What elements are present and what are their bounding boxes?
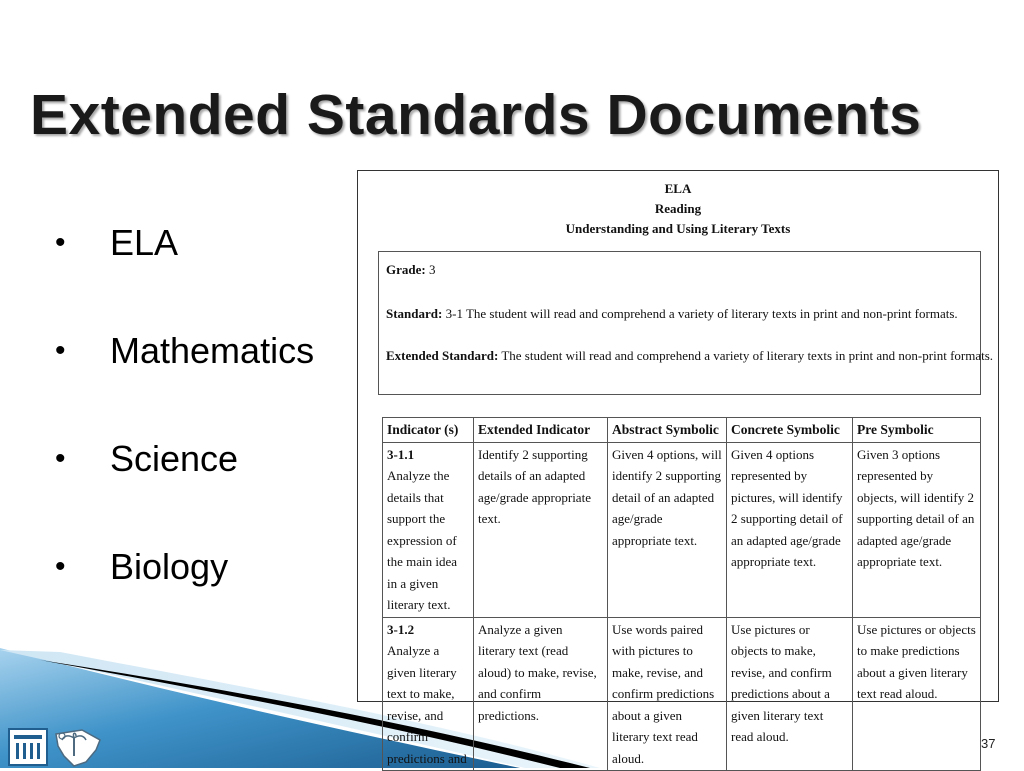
- table-header-row: [383, 418, 981, 443]
- abstract-symbolic-cell: Given 4 options, will identify 2 supporting detail of an adapted age/grade appropriate text.: [608, 442, 727, 617]
- grade-label: Grade:: [386, 262, 426, 277]
- bullet-text: Biology: [110, 546, 229, 587]
- indicator-code: 3-1.1: [387, 446, 415, 462]
- concrete-symbolic-cell: Given 4 options represented by pictures, will identify 2 supporting detail of an adapted age/grade appropriate text.: [727, 442, 853, 617]
- concrete-symbolic-cell: Use pictures or objects to make, revise, and confirm predictions about a given literary text read aloud.: [727, 617, 853, 771]
- column-header: Extended Indicator: [474, 418, 608, 443]
- column-header: Concrete Symbolic: [727, 418, 853, 443]
- indicator-text: Analyze the details that support the expression of the main idea in a given literary text.: [387, 468, 458, 612]
- grade-value: 3: [428, 262, 436, 277]
- column-header: Abstract Symbolic: [608, 418, 727, 443]
- standard-line: [386, 306, 958, 322]
- standard-label: Standard:: [386, 306, 443, 321]
- standard-value: 3-1 The student will read and comprehend a variety of literary texts in print and non-print formats.: [445, 306, 958, 321]
- bullet-text: Science: [110, 438, 239, 479]
- indicator-code: 3-1.2: [387, 621, 415, 637]
- extended-standard-value: The student will read and comprehend a variety of literary texts in print and non-print formats.: [501, 348, 994, 363]
- bullet-icon: •: [55, 334, 66, 367]
- bullet-text: ELA: [110, 222, 179, 263]
- slide-title: Extended Standards Documents: [30, 83, 922, 147]
- indicator-cell: [383, 442, 474, 617]
- document-topic: Understanding and Using Literary Texts: [565, 221, 791, 236]
- grade-line: [386, 262, 435, 278]
- state-map-palmetto-icon: [52, 726, 104, 768]
- slide-number: 37: [981, 736, 996, 751]
- document-strand: Reading: [654, 201, 702, 216]
- bullet-icon: •: [55, 226, 66, 259]
- extended-indicator-cell: Identify 2 supporting details of an adapted age/grade appropriate text.: [474, 442, 608, 617]
- pre-symbolic-cell: Use pictures or objects to make predictions about a given literary text read aloud.: [853, 617, 981, 771]
- document-subject: ELA: [664, 181, 692, 196]
- extended-indicator-cell: Analyze a given literary text (read aloud) to make, revise, and confirm predictions.: [474, 617, 608, 771]
- extended-standard-label: Extended Standard:: [386, 348, 499, 363]
- indicator-table: [382, 417, 981, 771]
- table-row: [383, 617, 981, 771]
- bullet-text: Mathematics: [110, 330, 315, 371]
- abstract-symbolic-cell: Use words paired with pictures to make, revise, and confirm predictions about a given literary text read aloud.: [608, 617, 727, 771]
- column-header: Indicator (s): [383, 418, 474, 443]
- table-row: [383, 442, 981, 617]
- indicator-cell: [383, 617, 474, 771]
- extended-standard-line: [386, 348, 993, 364]
- bullet-icon: •: [55, 550, 66, 583]
- building-logo-icon: [8, 728, 48, 766]
- document-header: [358, 179, 998, 239]
- pre-symbolic-cell: Given 3 options represented by objects, will identify 2 supporting detail of an adapted age/grade appropriate text.: [853, 442, 981, 617]
- bullet-icon: •: [55, 442, 66, 475]
- indicator-text: Analyze a given literary text to make, revise, and confirm predictions and: [387, 643, 467, 766]
- standard-box: [378, 251, 994, 395]
- column-header: Pre Symbolic: [853, 418, 981, 443]
